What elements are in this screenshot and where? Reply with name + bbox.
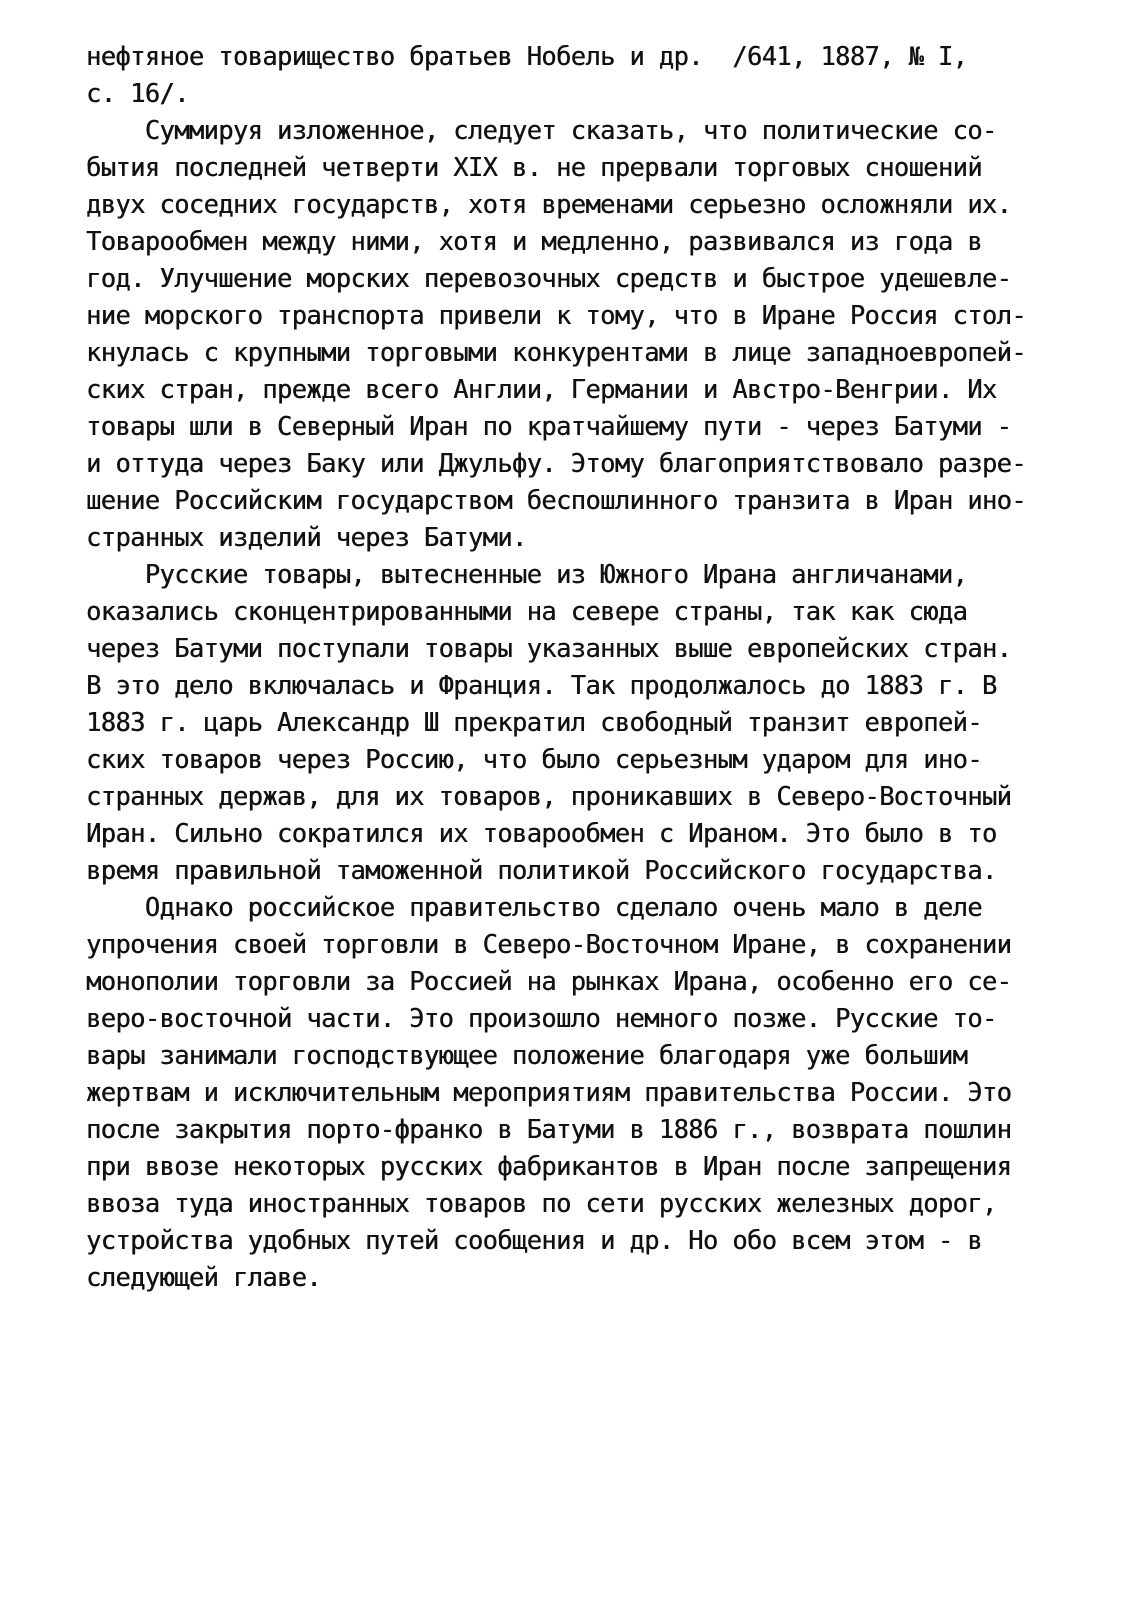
text-line: ввоза туда иностранных товаров по сети русских железных дорог, bbox=[86, 1188, 997, 1218]
text-line: устройства удобных путей сообщения и др. Но обо всем этом - в bbox=[86, 1225, 982, 1255]
text-line: кнулась с крупными торговыми конкурентами в лице западноевропей- bbox=[86, 337, 1026, 367]
text-line: двух соседних государств, хотя временами серьезно осложняли их. bbox=[86, 189, 1012, 219]
text-line: шение Российским государством беспошлинного транзита в Иран ино- bbox=[86, 485, 1026, 515]
text-line: товары шли в Северный Иран по кратчайшему пути - через Батуми - bbox=[86, 411, 1012, 441]
text-line: после закрытия порто-франко в Батуми в 1886 г., возврата пошлин bbox=[86, 1114, 1012, 1144]
text-line: и оттуда через Баку или Джульфу. Этому благоприятствовало разре- bbox=[86, 448, 1026, 478]
text-line: упрочения своей торговли в Северо-Восточном Иране, в сохранении bbox=[86, 929, 1012, 959]
text-line: бытия последней четверти XIX в. не прервали торговых сношений bbox=[86, 152, 982, 182]
paragraph-start-line: Суммируя изложенное, следует сказать, что политические со- bbox=[86, 115, 997, 145]
text-line: Товарообмен между ними, хотя и медленно, развивался из года в bbox=[86, 226, 982, 256]
text-line: 1883 г. царь Александр Ш прекратил свободный транзит европей- bbox=[86, 707, 982, 737]
text-line: В это дело включалась и Франция. Так продолжалось до 1883 г. В bbox=[86, 670, 997, 700]
text-line: нефтяное товарищество братьев Нобель и др. /641, 1887, № I, bbox=[86, 41, 968, 71]
text-line: год. Улучшение морских перевозочных средств и быстрое удешевле- bbox=[86, 263, 1012, 293]
text-line: следующей главе. bbox=[86, 1262, 321, 1292]
body-text bbox=[86, 38, 1066, 1296]
text-line: ских стран, прежде всего Англии, Германии и Австро-Венгрии. Их bbox=[86, 374, 997, 404]
text-line: ских товаров через Россию, что было серьезным ударом для ино- bbox=[86, 744, 982, 774]
text-line: оказались сконцентрированными на севере страны, так как сюда bbox=[86, 596, 968, 626]
text-line: время правильной таможенной политикой Российского государства. bbox=[86, 855, 997, 885]
text-line: с. 16/. bbox=[86, 78, 189, 108]
text-line: через Батуми поступали товары указанных выше европейских стран. bbox=[86, 633, 1012, 663]
text-line: вары занимали господствующее положение благодаря уже большим bbox=[86, 1040, 968, 1070]
text-line: веро-восточной части. Это произошло немного позже. Русские то- bbox=[86, 1003, 997, 1033]
text-line: ние морского транспорта привели к тому, что в Иране Россия стол- bbox=[86, 300, 1026, 330]
text-line: жертвам и исключительным мероприятиям правительства России. Это bbox=[86, 1077, 1012, 1107]
paragraph-start-line: Русские товары, вытесненные из Южного Ирана англичанами, bbox=[86, 559, 968, 589]
text-line: Иран. Сильно сократился их товарообмен с Ираном. Это было в то bbox=[86, 818, 997, 848]
text-line: при ввозе некоторых русских фабрикантов в Иран после запрещения bbox=[86, 1151, 1012, 1181]
text-line: странных держав, для их товаров, проникавших в Северо-Восточный bbox=[86, 781, 1012, 811]
text-line: странных изделий через Батуми. bbox=[86, 522, 527, 552]
text-line: монополии торговли за Россией на рынках Ирана, особенно его се- bbox=[86, 966, 1012, 996]
paragraph-start-line: Однако российское правительство сделало очень мало в деле bbox=[86, 892, 982, 922]
